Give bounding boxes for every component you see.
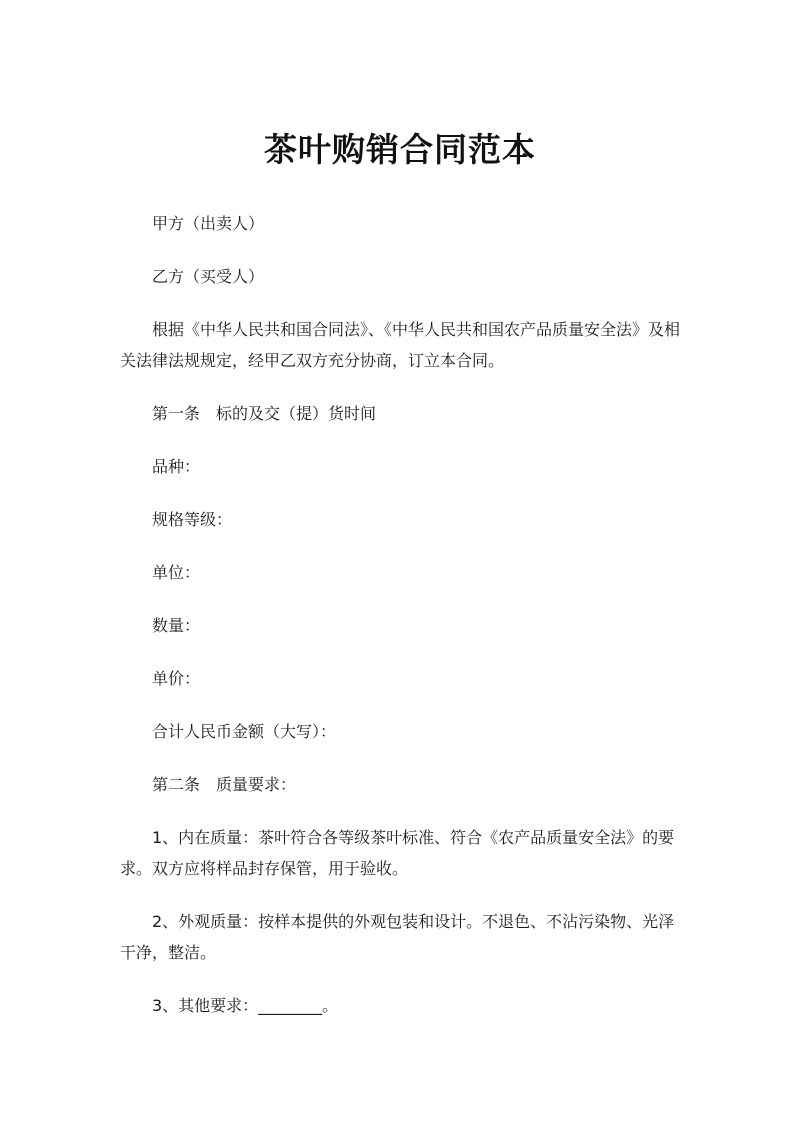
quality-item-2: 2、外观质量：按样本提供的外观包装和设计。不退色、不沾污染物、光泽干净，整洁。 [120, 912, 675, 962]
article-2-number: 第二条 [152, 775, 201, 794]
field-total-amount: 合计人民币金额（大写）： [152, 722, 337, 741]
field-variety: 品种： [152, 457, 201, 476]
article-1-title: 标的及交（提）货时间 [216, 404, 377, 423]
article-1-heading [120, 398, 685, 429]
field-unit-price: 单价： [152, 669, 201, 688]
field-spec-grade: 规格等级： [152, 510, 233, 529]
quality-item-3: 3、其他要求：________。 [152, 996, 339, 1015]
article-2-title: 质量要求： [216, 775, 297, 794]
field-unit: 单位： [152, 563, 201, 582]
document-title: 茶叶购销合同范本 [264, 130, 536, 169]
article-1-number: 第一条 [152, 404, 201, 423]
party-a-line: 甲方（出卖人） [152, 214, 265, 233]
quality-item-1: 1、内在质量：茶叶符合各等级茶叶标准、符合《农产品质量安全法》的要求。双方应将样品封存保管，用于验收。 [120, 828, 675, 878]
preamble-paragraph: 根据《中华人民共和国合同法》、《中华人民共和国农产品质量安全法》及相关法律法规规定，经甲乙双方充分协商，订立本合同。 [120, 320, 681, 370]
article-2-heading [120, 769, 685, 800]
party-b-line: 乙方（买受人） [152, 267, 265, 286]
field-quantity: 数量： [152, 616, 201, 635]
